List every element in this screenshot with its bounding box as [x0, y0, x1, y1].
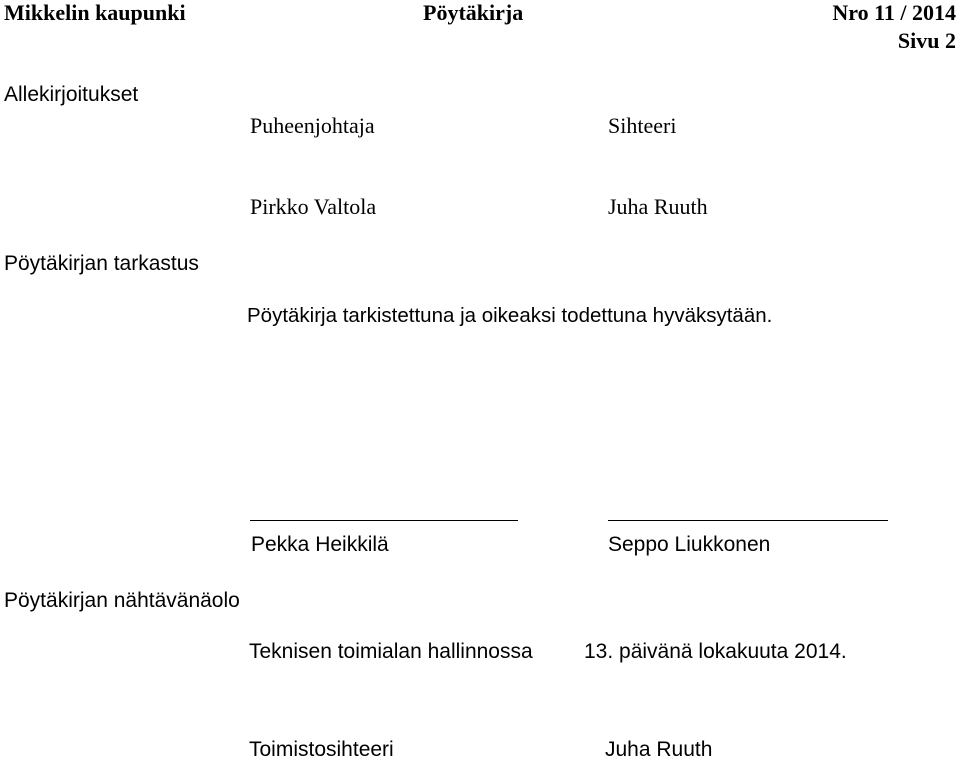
signature-line-reviewer-1: [250, 520, 518, 521]
signatures-section-label: Allekirjoitukset: [4, 83, 139, 106]
secretary-name: Juha Ruuth: [608, 194, 708, 219]
display-date: 13. päivänä lokakuuta 2014.: [584, 640, 847, 663]
document-type: Pöytäkirja: [423, 0, 524, 25]
page-number: Sivu 2: [897, 28, 956, 53]
reviewer-1-name: Pekka Heikkilä: [251, 533, 389, 556]
signature-line-reviewer-2: [608, 520, 888, 521]
office-secretary-role: Toimistosihteeri: [249, 738, 394, 761]
office-secretary-name: Juha Ruuth: [605, 738, 713, 761]
document-number: Nro 11 / 2014: [832, 0, 956, 25]
review-statement: Pöytäkirja tarkistettuna ja oikeaksi todettuna hyväksytään.: [247, 304, 773, 327]
display-section-label: Pöytäkirjan nähtävänäolo: [4, 589, 240, 612]
reviewer-2-name: Seppo Liukkonen: [608, 533, 771, 556]
organization-name: Mikkelin kaupunki: [4, 0, 186, 25]
chair-role: Puheenjohtaja: [250, 113, 375, 138]
review-section-label: Pöytäkirjan tarkastus: [4, 252, 199, 275]
secretary-role: Sihteeri: [608, 113, 677, 138]
display-location: Teknisen toimialan hallinnossa: [249, 640, 533, 663]
chair-name: Pirkko Valtola: [250, 194, 377, 219]
